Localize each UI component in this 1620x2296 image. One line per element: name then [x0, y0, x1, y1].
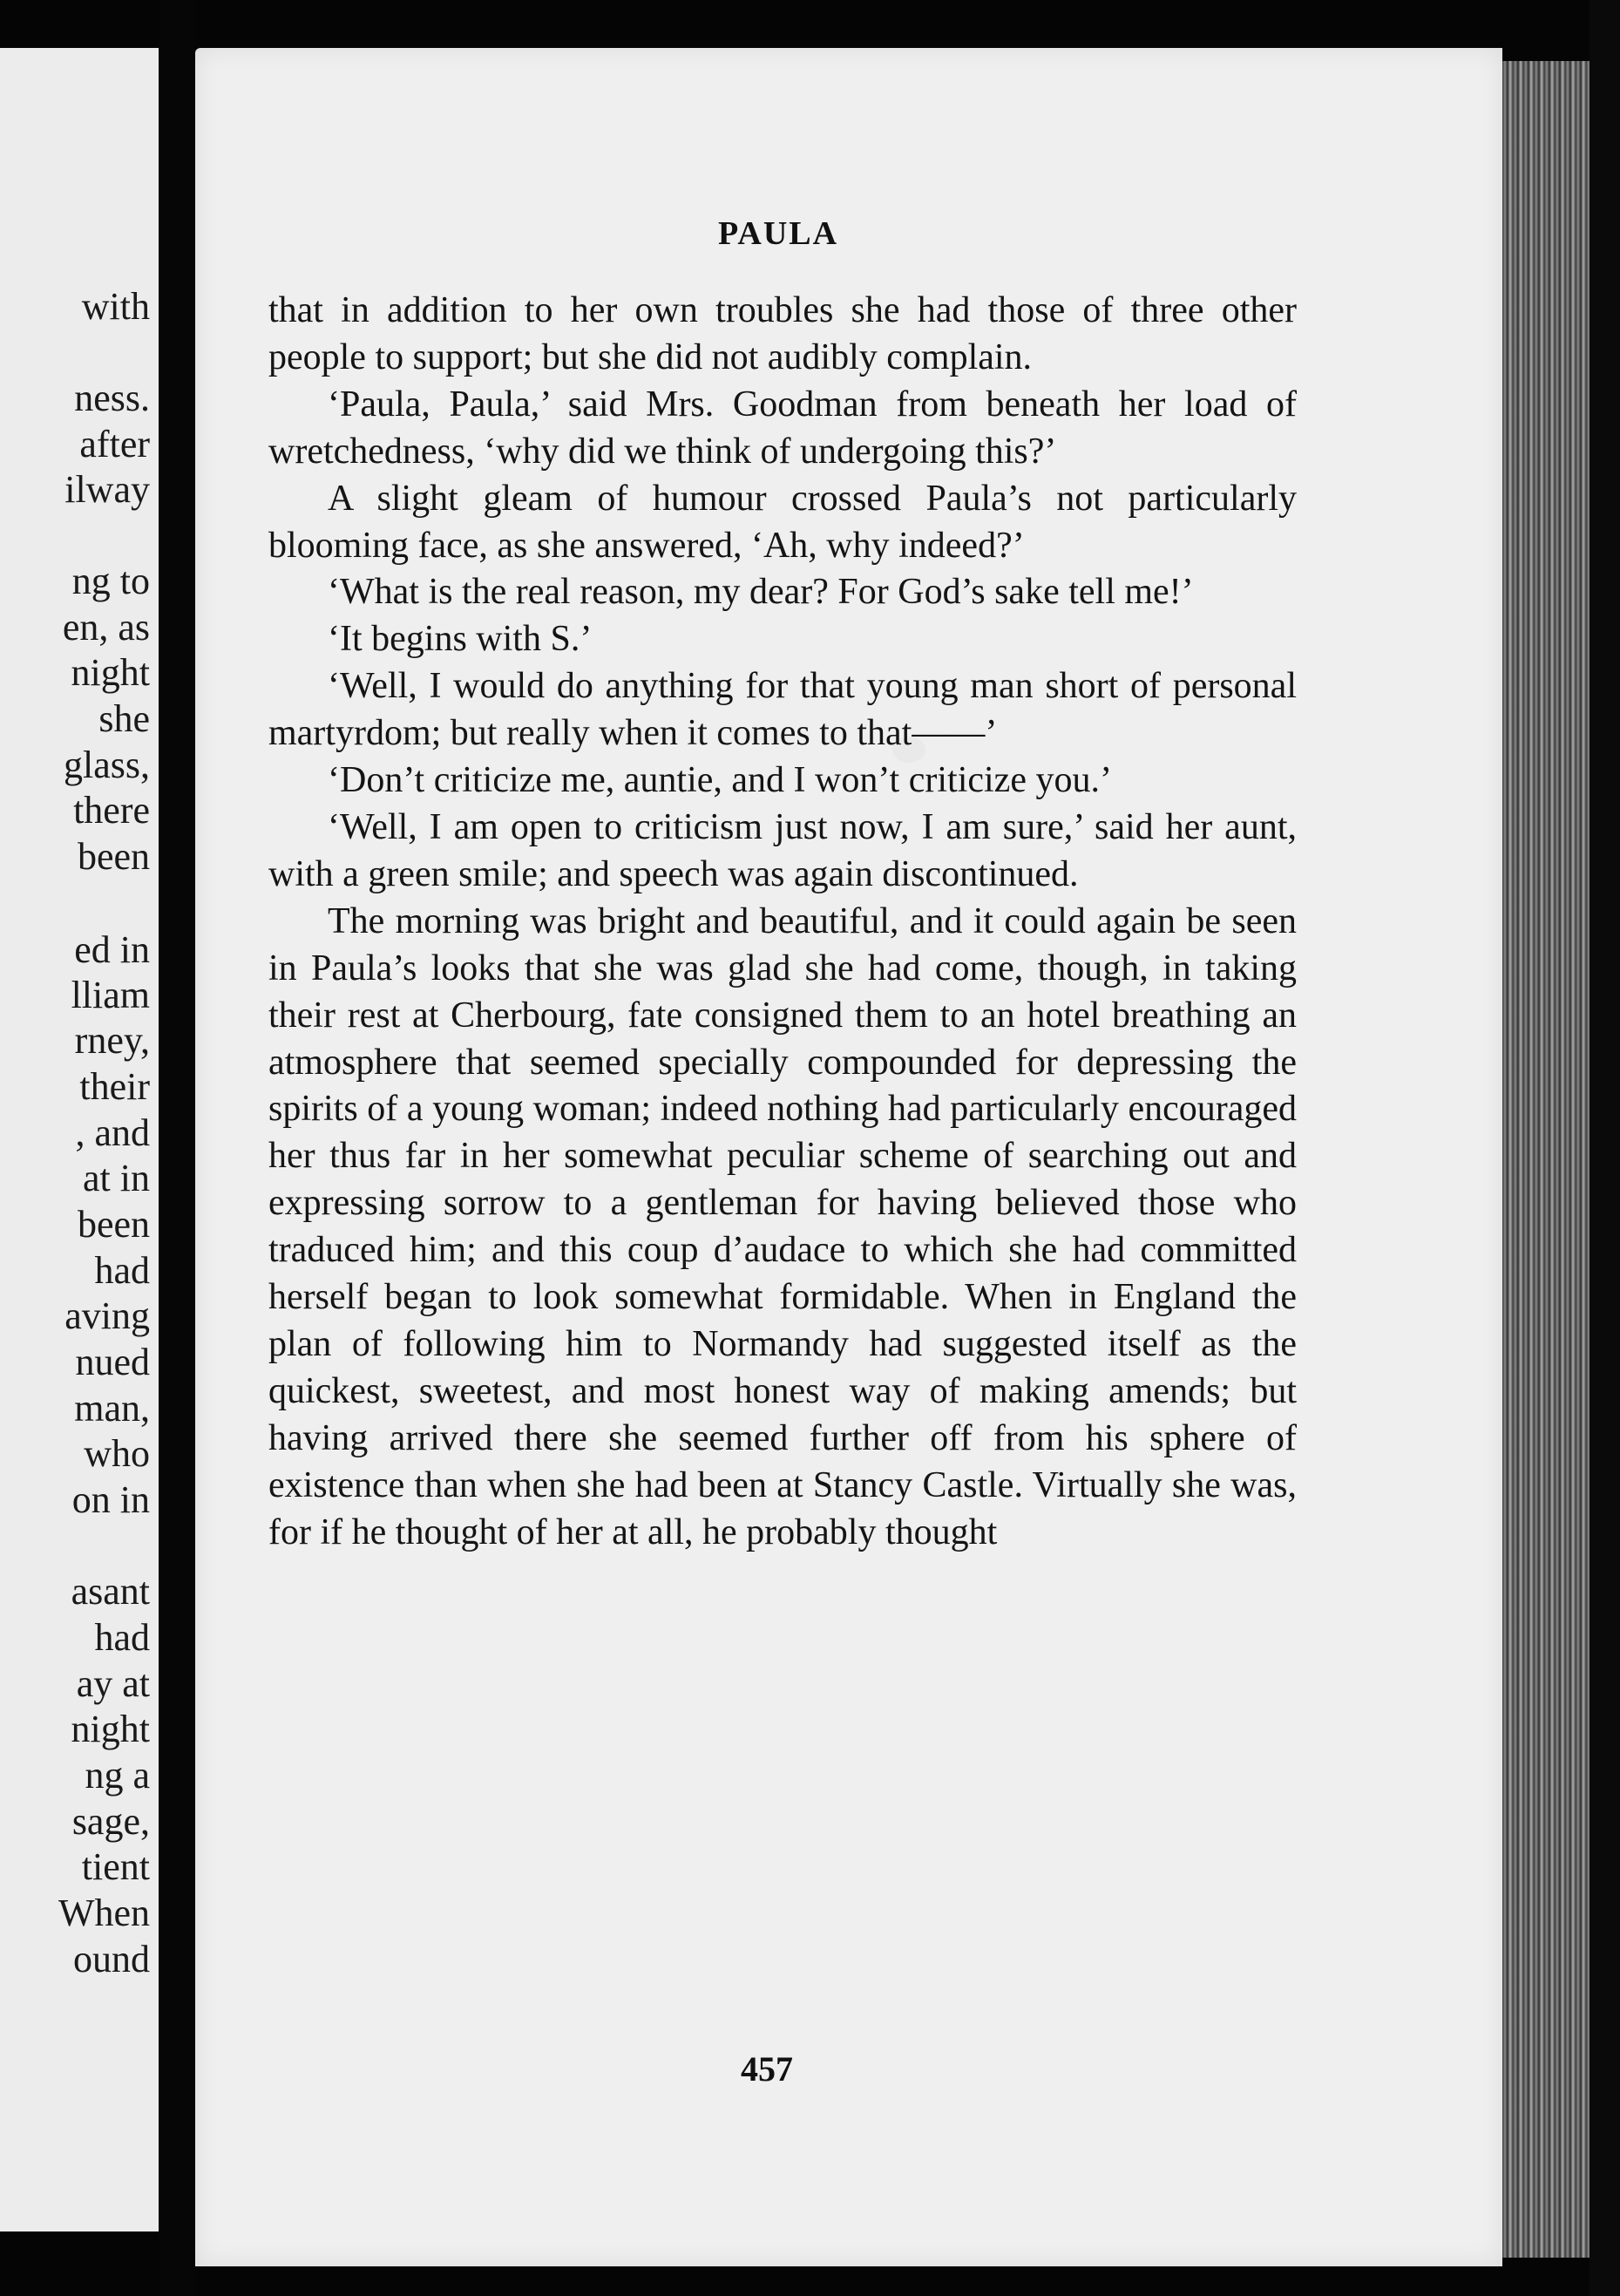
- left-page-line: night: [71, 651, 150, 694]
- left-page-line: en, as: [62, 606, 150, 649]
- paragraph-4: ‘What is the real reason, my dear? For God’s sake tell me!’: [328, 572, 1194, 613]
- running-head: PAULA: [718, 215, 839, 252]
- left-page-line: nued: [75, 1341, 150, 1383]
- page-edges: [1502, 61, 1589, 2258]
- left-page-line: been: [77, 835, 150, 878]
- left-page-line: ng to: [71, 560, 150, 602]
- paragraph-1: that in addition to her own troubles she had those of three other people to support; but she did not audibly complain.: [268, 290, 1297, 377]
- left-page-line: asant: [71, 1570, 150, 1613]
- scan-border: [1589, 0, 1620, 2296]
- left-page-line: glass,: [64, 744, 150, 786]
- left-page-line: aving: [64, 1294, 150, 1337]
- left-page-fragment: [0, 48, 159, 2231]
- book-gutter: [159, 0, 195, 2296]
- paragraph-8: ‘Well, I am open to criticism just now, I am sure,’ said her aunt, with a green smile; and speech was again discontinued.: [268, 806, 1297, 894]
- left-page-line: ng a: [85, 1754, 150, 1797]
- left-page-line: night: [71, 1708, 150, 1750]
- left-page-line: , and: [75, 1111, 150, 1154]
- paragraph-9: The morning was bright and beautiful, and it could again be seen in Paula’s looks that she was glad she had come, though, in taking their rest at Cherbourg, fate consigned them to an hotel breathing an atmosphere that seemed specially compounded for depressing the spirits of a young woman; indeed nothing had particularly encouraged her thus far in her somewhat peculiar scheme of searching out and expressing sorrow to a gentleman for having believed those who traduced him; and this coup d’audace to which she had committed herself began to look somewhat formidable. When in England the plan of following him to Normandy had suggested itself as the quickest, sweetest, and most honest way of making amends; but having arrived there she seemed further off from his sphere of existence than when she had been at Stancy Castle. Virtually she was, for if he thought of her at all, he probably thought: [268, 900, 1297, 1552]
- paragraph-7: ‘Don’t criticize me, auntie, and I won’t criticize you.’: [328, 760, 1112, 801]
- left-page-line: When: [58, 1892, 150, 1934]
- paragraph-6: ‘Well, I would do anything for that young man short of personal martyrdom; but really when it comes to that——’: [268, 666, 1297, 754]
- paragraph-2: ‘Paula, Paula,’ said Mrs. Goodman from beneath her load of wretchedness, ‘why did we think of undergoing this?’: [268, 384, 1297, 472]
- paragraph-5: ‘It begins with S.’: [328, 619, 593, 660]
- body-text: [268, 288, 1297, 1556]
- left-page-line: been: [77, 1203, 150, 1246]
- page-number: 457: [741, 2049, 793, 2089]
- left-page-line: after: [79, 423, 150, 465]
- left-page-line: ness.: [74, 377, 150, 419]
- left-page-line: ound: [73, 1938, 150, 1980]
- left-page-line: with: [81, 285, 150, 328]
- left-page-line: she: [98, 697, 150, 740]
- left-page-line: ay at: [76, 1662, 150, 1705]
- left-page-line: sage,: [71, 1800, 150, 1843]
- left-page-line: man,: [74, 1387, 150, 1430]
- left-page-line: lliam: [71, 974, 150, 1016]
- left-page-line: on in: [71, 1478, 150, 1521]
- left-page-line: rney,: [74, 1019, 150, 1062]
- left-page-line: had: [94, 1249, 150, 1292]
- left-page-line: at in: [83, 1157, 150, 1199]
- left-page-line: tient: [81, 1845, 150, 1888]
- left-page-line: their: [79, 1065, 150, 1108]
- left-page-line: ed in: [74, 928, 150, 971]
- left-page-line: ilway: [64, 468, 150, 511]
- paragraph-3: A slight gleam of humour crossed Paula’s not particularly blooming face, as she answered, ‘Ah, why indeed?’: [268, 478, 1297, 566]
- left-page-line: had: [94, 1616, 150, 1659]
- left-page-line: who: [84, 1432, 150, 1475]
- left-page-line: there: [73, 789, 150, 832]
